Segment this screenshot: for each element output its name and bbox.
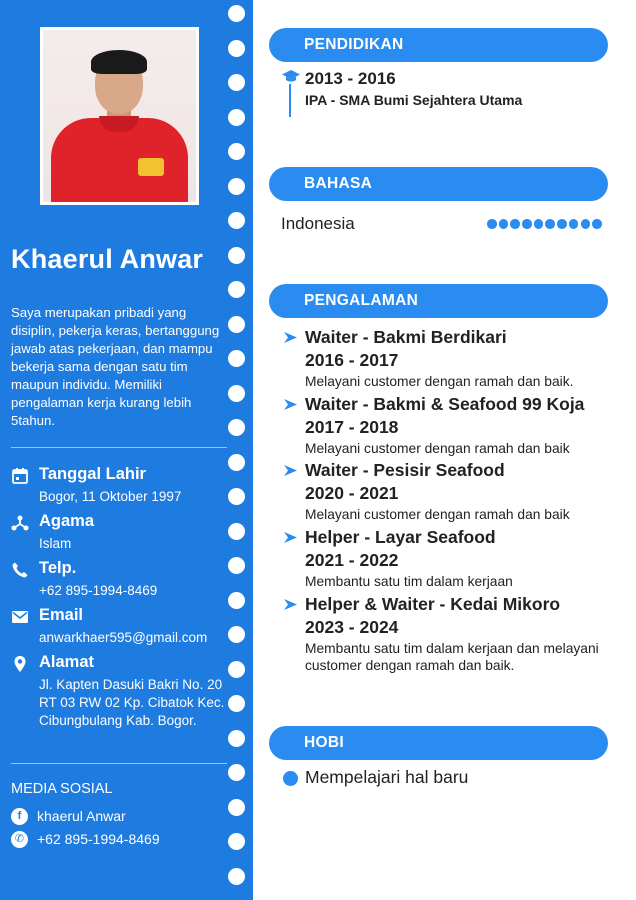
photo-shirt-logo [138,158,164,176]
binder-hole [228,868,245,885]
calendar-icon [11,467,29,485]
experience-years: 2016 - 2017 [305,350,399,370]
experience-desc: Membantu satu tim dalam kerjaan [305,574,513,589]
binder-hole [228,40,245,57]
info-address-value: Jl. Kapten Dasuki Bakri No. 20 RT 03 RW 02 Kp. Cibatok Kec. Cibungbulang Kab. Bogor. [39,677,225,728]
binder-hole [228,316,245,333]
binder-hole [228,109,245,126]
experience-years: 2021 - 2022 [305,550,399,570]
language-level-dot [522,219,532,229]
language-level-dot [569,219,579,229]
language-level-dot [592,219,602,229]
experience-title: Waiter - Bakmi Berdikari [305,327,507,347]
binder-hole [228,661,245,678]
binder-hole [228,833,245,850]
binder-hole [228,178,245,195]
sidebar-divider-2 [11,763,227,764]
section-header-education: PENDIDIKAN [269,28,608,62]
language-level-dot [545,219,555,229]
profile-name: Khaerul Anwar [11,244,204,274]
info-email-value[interactable]: anwarkhaer595@gmail.com [39,630,208,645]
social-whatsapp-number: +62 895-1994-8469 [37,831,160,847]
whatsapp-icon: ✆ [11,831,28,848]
experience-title: Helper & Waiter - Kedai Mikoro [305,594,561,614]
info-email-label: Email [39,606,84,624]
experience-desc: Membantu satu tim dalam kerjaan dan melayani customer dengan ramah dan baik. [305,641,599,673]
bullet-icon [283,771,298,786]
info-address-label: Alamat [39,653,95,671]
experience-years: 2017 - 2018 [305,417,399,437]
experience-desc: Melayani customer dengan ramah dan baik [305,441,570,456]
binder-hole [228,281,245,298]
language-level-dot [510,219,520,229]
facebook-icon: f [11,808,28,825]
binder-holes [228,5,246,900]
chevron-right-icon [284,532,297,543]
binder-hole [228,143,245,160]
experience-years: 2020 - 2021 [305,483,399,503]
experience-years: 2023 - 2024 [305,617,399,637]
binder-hole [228,212,245,229]
language-level-dot [534,219,544,229]
binder-hole [228,247,245,264]
language-level-dot [557,219,567,229]
sidebar [0,0,253,900]
network-icon [11,514,29,532]
social-facebook-name: khaerul Anwar [37,808,126,824]
experience-desc: Melayani customer dengan ramah dan baik [305,507,570,522]
chevron-right-icon [284,465,297,476]
experience-desc: Melayani customer dengan ramah dan baik. [305,374,574,389]
experience-title: Helper - Layar Seafood [305,527,496,547]
section-header-experience: PENGALAMAN [269,284,608,318]
chevron-right-icon [284,332,297,343]
profile-photo [40,27,199,205]
binder-hole [228,350,245,367]
chevron-right-icon [284,399,297,410]
binder-hole [228,730,245,747]
photo-portrait [43,30,196,202]
language-level-dots [487,219,602,229]
binder-hole [228,799,245,816]
language-level-dot [581,219,591,229]
info-religion-label: Agama [39,512,95,530]
chevron-right-icon [284,599,297,610]
info-phone-value: +62 895-1994-8469 [39,583,158,598]
section-header-language: BAHASA [269,167,608,201]
binder-hole [228,557,245,574]
mail-icon [11,608,29,626]
info-phone-label: Telp. [39,559,77,577]
binder-hole [228,74,245,91]
info-birth-value: Bogor, 11 Oktober 1997 [39,489,182,504]
binder-hole [228,454,245,471]
binder-hole [228,5,245,22]
section-header-hobby: HOBI [269,726,608,760]
language-level-dot [499,219,509,229]
photo-hair [91,50,147,74]
binder-hole [228,419,245,436]
info-religion-value: Islam [39,536,72,551]
sidebar-divider [11,447,227,448]
hobby-item: Mempelajari hal baru [305,767,469,787]
experience-title: Waiter - Bakmi & Seafood 99 Koja [305,394,585,414]
binder-hole [228,385,245,402]
education-timeline-line [289,84,291,117]
education-school: IPA - SMA Bumi Sejahtera Utama [305,92,523,108]
phone-icon [11,561,29,579]
binder-hole [228,764,245,781]
language-name: Indonesia [281,214,355,233]
graduation-cap-icon [282,70,300,84]
location-pin-icon [11,655,29,673]
profile-about: Saya merupakan pribadi yang disiplin, pekerja keras, bertanggung jawab atas pekerjaan, dan mampu bekerja sama dengan satu tim maupun individu. Memiliki pengalaman kerja kurang lebih 5tahun. [11,305,220,428]
language-level-dot [487,219,497,229]
info-birth-label: Tanggal Lahir [39,465,146,483]
education-year: 2013 - 2016 [305,69,396,88]
social-title: MEDIA SOSIAL [11,781,113,797]
experience-title: Waiter - Pesisir Seafood [305,460,505,480]
